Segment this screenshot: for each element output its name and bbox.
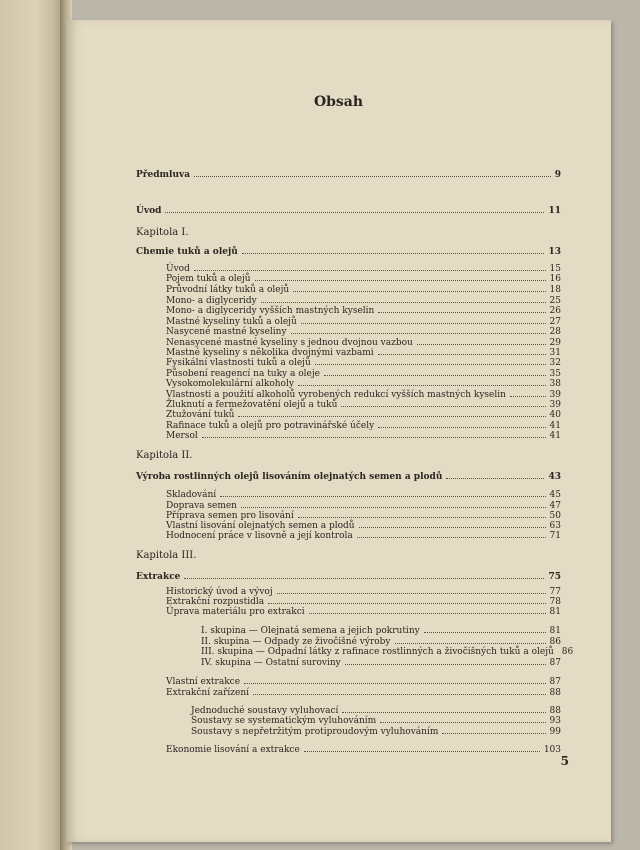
- toc-entry-title: Nenasycené mastné kyseliny s jednou dvojnou vazbou: [166, 338, 413, 348]
- toc-entry-title: Vlastnosti a použití alkoholů vyrobených redukcí vyšších mastných kyselin: [166, 390, 506, 400]
- toc-entry: [136, 246, 561, 258]
- dot-leader: [341, 399, 545, 407]
- dot-leader: [380, 715, 545, 723]
- toc-entry-page: 81: [549, 626, 561, 636]
- toc-entry: [201, 657, 561, 669]
- toc-entry-page: 93: [549, 716, 561, 726]
- toc-entry-title: Extrakční rozpustidla: [166, 597, 265, 607]
- dot-leader: [442, 726, 545, 734]
- dot-leader: [304, 744, 540, 752]
- toc-entry-page: 41: [549, 431, 561, 441]
- toc-entry: [136, 471, 561, 483]
- toc-entry-page: 86: [561, 647, 574, 657]
- toc-entry-page: 47: [549, 501, 561, 511]
- toc-entry-title: Mastné kyseliny tuků a olejů: [166, 317, 297, 327]
- toc-entry-page: 13: [548, 247, 561, 257]
- dot-leader: [268, 596, 545, 604]
- toc-entry-page: 71: [549, 531, 561, 541]
- toc-entry: [191, 726, 561, 738]
- dot-leader: [378, 305, 545, 313]
- dot-leader: [220, 489, 545, 497]
- dot-leader: [194, 263, 546, 271]
- toc-entry-title: Úvod: [166, 264, 190, 274]
- dot-leader: [395, 636, 546, 644]
- toc-entry-title: Mono- a diglyceridy vyšších mastných kyselin: [166, 306, 375, 316]
- toc-entry-page: 81: [549, 607, 561, 617]
- toc-entry-title: Mono- a diglyceridy: [166, 296, 257, 306]
- toc-entry-title: Vlastní extrakce: [166, 677, 241, 687]
- toc-entry-title: Žluknutí a fermežovatění olejů a tuků: [166, 400, 338, 410]
- toc-entry-page: 25: [549, 296, 561, 306]
- dot-leader: [242, 246, 545, 254]
- dot-leader: [165, 205, 544, 213]
- toc-entry-page: 31: [549, 348, 561, 358]
- dot-leader: [510, 389, 546, 397]
- toc-entry-title: II. skupina — Odpady ze živočišné výroby: [201, 637, 391, 647]
- toc-entry-page: 103: [543, 745, 561, 755]
- toc-entry-title: Soustavy s nepřetržitým protiproudovým vyluhováním: [191, 727, 439, 737]
- dot-leader: [202, 430, 546, 438]
- toc-entry-page: 39: [549, 400, 561, 410]
- toc-entry-page: 77: [549, 587, 561, 597]
- page-number: 5: [560, 754, 569, 768]
- chapter-label: Kapitola III.: [136, 550, 197, 561]
- dot-leader: [417, 337, 546, 345]
- toc-entry-title: Vlastní lisování olejnatých semen a plodů: [166, 521, 355, 531]
- toc-entry-page: 50: [549, 511, 561, 521]
- dot-leader: [253, 687, 546, 695]
- toc-entry-page: 32: [549, 358, 561, 368]
- toc-entry-title: Ztužování tuků: [166, 410, 235, 420]
- toc-entry-page: 78: [549, 597, 561, 607]
- dot-leader: [342, 705, 545, 713]
- toc-entry-title: Doprava semen: [166, 501, 237, 511]
- dot-leader: [345, 657, 546, 665]
- toc-entry-title: Rafinace tuků a olejů pro potravinářské účely: [166, 421, 375, 431]
- toc-entry-title: Průvodní látky tuků a olejů: [166, 285, 290, 295]
- toc-entry-page: 45: [549, 490, 561, 500]
- dot-leader: [309, 606, 546, 614]
- toc-entry-page: 99: [549, 727, 561, 737]
- dot-leader: [184, 571, 544, 579]
- toc-entry-page: 16: [549, 274, 561, 284]
- toc-entry: [136, 169, 561, 181]
- dot-leader: [424, 625, 546, 633]
- dot-leader: [298, 510, 546, 518]
- toc-entry: [166, 687, 561, 699]
- toc-entry-title: III. skupina — Odpadní látky z rafinace rostlinných a živočišných tuků a olejů: [201, 647, 554, 657]
- dot-leader: [359, 520, 546, 528]
- dot-leader: [238, 409, 545, 417]
- dot-leader: [315, 357, 546, 365]
- toc-entry-page: 35: [549, 369, 561, 379]
- toc-entry-title: Výroba rostlinných olejů lisováním olejnatých semen a plodů: [136, 472, 443, 482]
- toc-entry-title: Fysikální vlastnosti tuků a olejů: [166, 358, 311, 368]
- toc-entry-title: Nasycené mastné kyseliny: [166, 327, 287, 337]
- toc-entry-page: 41: [549, 421, 561, 431]
- dot-leader: [293, 284, 545, 292]
- toc-entry-page: 63: [549, 521, 561, 531]
- chapter-label: Kapitola II.: [136, 450, 193, 461]
- toc-entry-title: I. skupina — Olejnatá semena a jejich pokrutiny: [201, 626, 420, 636]
- dot-leader: [378, 420, 545, 428]
- toc-entry-title: Mersol: [166, 431, 198, 441]
- dot-leader: [298, 378, 546, 386]
- toc-entry: [166, 606, 561, 618]
- toc-entry-title: Pojem tuků a olejů: [166, 274, 251, 284]
- toc-entry-page: 40: [549, 410, 561, 420]
- dot-leader: [277, 586, 546, 594]
- dot-leader: [301, 316, 546, 324]
- toc-entry-title: Úvod: [136, 206, 162, 216]
- toc-entry-title: Extrakční zařízení: [166, 688, 249, 698]
- dot-leader: [255, 273, 546, 281]
- dot-leader: [446, 471, 544, 479]
- toc-entry-page: 26: [549, 306, 561, 316]
- toc-entry-title: Předmluva: [136, 170, 191, 180]
- toc-entry-page: 15: [549, 264, 561, 274]
- toc-entry-page: 29: [549, 338, 561, 348]
- dot-leader: [324, 368, 546, 376]
- toc-entry-title: Úprava materiálu pro extrakci: [166, 607, 305, 617]
- toc-entry-page: 11: [548, 206, 561, 216]
- toc-entry-page: 28: [549, 327, 561, 337]
- toc-entry-page: 27: [549, 317, 561, 327]
- contents-page: [66, 20, 611, 842]
- toc-entry-page: 38: [549, 379, 561, 389]
- dot-leader: [244, 676, 546, 684]
- toc-entry-page: 86: [549, 637, 561, 647]
- left-page-edge: [0, 0, 66, 850]
- dot-leader: [291, 326, 546, 334]
- toc-entry-title: Hodnocení práce v lisovně a její kontrola: [166, 531, 353, 541]
- page-title: Obsah: [313, 94, 364, 110]
- toc-entry: [136, 571, 561, 583]
- toc-entry-page: 87: [549, 658, 561, 668]
- toc-entry: [136, 205, 561, 217]
- toc-entry: [166, 430, 561, 442]
- dot-leader: [241, 500, 546, 508]
- toc-entry-page: 39: [549, 390, 561, 400]
- toc-entry-title: Ekonomie lisování a extrakce: [166, 745, 300, 755]
- toc-entry-title: Soustavy se systematickým vyluhováním: [191, 716, 377, 726]
- toc-entry-title: Jednoduché soustavy vyluhovací: [191, 706, 339, 716]
- toc-entry-page: 88: [549, 688, 561, 698]
- toc-entry-page: 75: [548, 572, 561, 582]
- toc-entry-page: 87: [549, 677, 561, 687]
- toc-entry-page: 18: [549, 285, 561, 295]
- toc-entry-title: Vysokomolekulární alkoholy: [166, 379, 294, 389]
- toc-entry: [166, 530, 561, 542]
- toc-entry: [166, 744, 561, 756]
- toc-entry-title: Extrakce: [136, 572, 181, 582]
- dot-leader: [261, 295, 546, 303]
- toc-entry-page: 88: [549, 706, 561, 716]
- table-of-contents: [66, 20, 611, 842]
- toc-entry-title: Chemie tuků a olejů: [136, 247, 238, 257]
- toc-entry-page: 43: [548, 472, 561, 482]
- toc-entry-title: Historický úvod a vývoj: [166, 587, 273, 597]
- toc-entry-page: 9: [554, 170, 561, 180]
- toc-entry-title: Skladování: [166, 490, 217, 500]
- dot-leader: [357, 530, 546, 538]
- dot-leader: [194, 169, 551, 177]
- chapter-label: Kapitola I.: [136, 227, 189, 238]
- toc-entry-title: Mastné kyseliny s několika dvojnými vazbami: [166, 348, 374, 358]
- dot-leader: [378, 347, 546, 355]
- toc-entry-title: Působení reagencí na tuky a oleje: [166, 369, 320, 379]
- toc-entry-title: IV. skupina — Ostatní suroviny: [201, 658, 341, 668]
- toc-entry-title: Příprava semen pro lisování: [166, 511, 294, 521]
